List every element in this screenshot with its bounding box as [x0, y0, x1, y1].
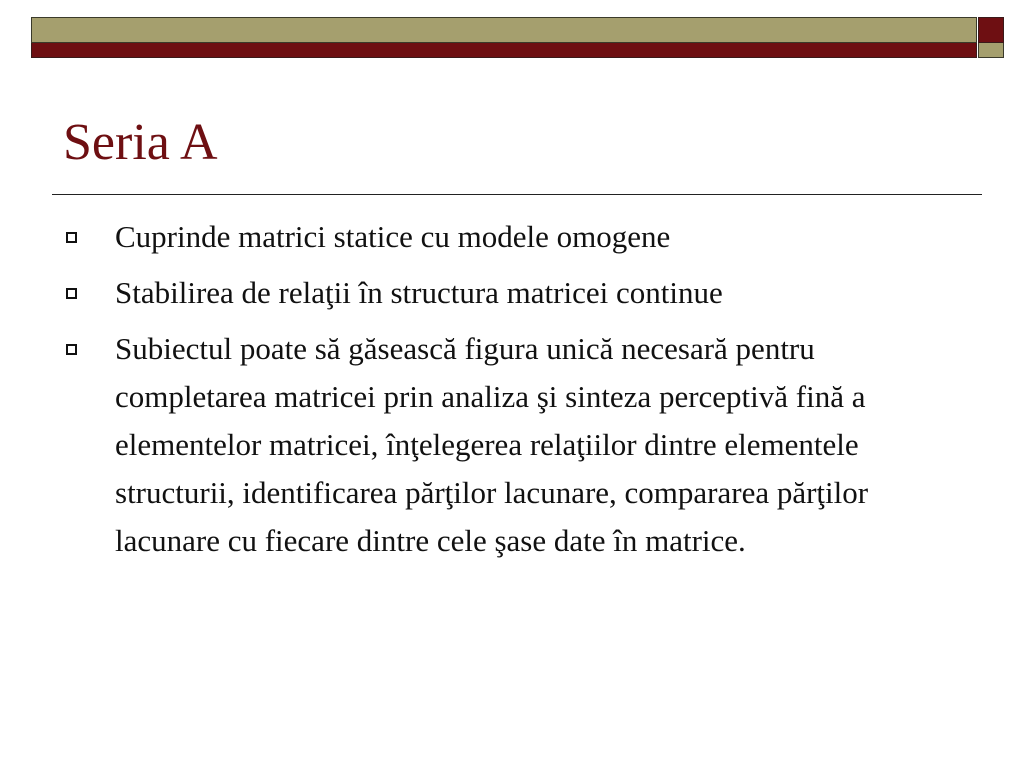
bullet-text: Subiectul poate să găsească figura unică necesară pentru completarea matricei prin analiza şi sinteza perceptivă fină a elementelor matricei, înţelegerea relaţiilor dintre elementele structurii, identificarea părţilor lacunare, compararea părţilor lacunare cu fiecare dintre cele şase date în matrice. — [115, 331, 869, 558]
slide-title: Seria A — [63, 114, 218, 171]
bullet-list — [62, 213, 942, 573]
bullet-item — [62, 325, 942, 565]
bullet-text: Stabilirea de relaţii în structura matricei continue — [115, 275, 723, 310]
header-bar-red — [31, 43, 977, 58]
hollow-square-bullet-icon — [66, 232, 77, 243]
hollow-square-bullet-icon — [66, 344, 77, 355]
header-bar-olive — [31, 17, 977, 43]
hollow-square-bullet-icon — [66, 288, 77, 299]
corner-square-red — [978, 17, 1004, 43]
bullet-item — [62, 213, 942, 261]
title-divider — [52, 194, 982, 195]
corner-square-olive — [978, 43, 1004, 58]
bullet-item — [62, 269, 942, 317]
bullet-text: Cuprinde matrici statice cu modele omogene — [115, 219, 671, 254]
